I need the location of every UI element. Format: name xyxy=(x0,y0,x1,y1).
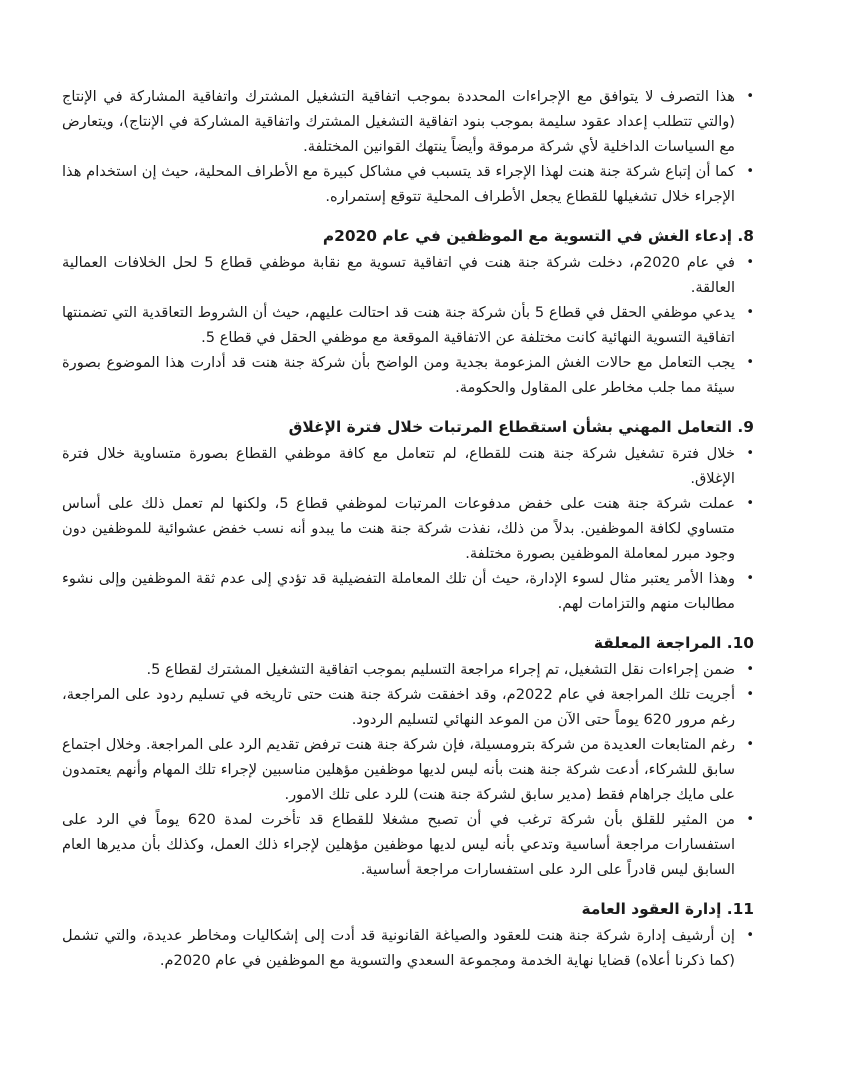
list-item-text: يجب التعامل مع حالات الغش المزعومة بجدية ومن الواضح بأن شركة جنة هنت قد أدارت هذا الموضوع بصورة سيئة مما جلب مخاطر على المقاول والحكومة. xyxy=(62,354,735,396)
list-item xyxy=(62,566,754,616)
bullet-icon: • xyxy=(746,496,754,511)
list-item-text: هذا التصرف لا يتوافق مع الإجراءات المحددة بموجب اتفاقية التشغيل المشترك واتفاقية المشاركة في الإنتاج (والتي تتطلب إعداد عقود سليمة بموجب بنود اتفاقية التشغيل المشترك واتفاقية المشاركة في الإنتاج)، ويتعارض مع السياسات الداخلية لأي شركة مرموقة وأيضاً ينتهك القوانين المختلفة. xyxy=(62,88,735,155)
list-item-text: عملت شركة جنة هنت على خفض مدفوعات المرتبات لموظفي قطاع 5، ولكنها لم تعمل ذلك على أساس متساوي لكافة الموظفين. بدلاً من ذلك، نفذت شركة جنة هنت ما يبدو أنه نسب خفض عشوائية للموظفين دون وجود مبرر لمعاملة الموظفين بصورة مختلفة. xyxy=(62,495,736,562)
bullet-icon: • xyxy=(746,89,754,104)
list-item xyxy=(62,350,754,400)
section-pending-audit xyxy=(62,631,754,882)
list-item xyxy=(62,732,754,807)
list-item-text: أجريت تلك المراجعة في عام 2022م، وقد اخفقت شركة جنة هنت حتى تاريخه في تسليم ردود على المراجعة، رغم مرور 620 يوماً حتى الآن من الموعد النهائي لتسليم الردود. xyxy=(62,686,736,728)
list-item xyxy=(62,84,754,159)
section-contracts-management xyxy=(62,897,754,973)
list-item xyxy=(62,250,754,300)
list-item-text: وهذا الأمر يعتبر مثال لسوء الإدارة، حيث أن تلك المعاملة التفضيلية قد تؤدي إلى عدم ثقة الموظفين وإلى نشوء مطالبات منهم والتزامات لهم. xyxy=(62,570,735,612)
bullet-icon: • xyxy=(746,446,754,461)
list-item-text: رغم المتابعات العديدة من شركة بترومسيلة، فإن شركة جنة هنت ترفض تقديم الرد على المراجعة. وخلال اجتماع سابق للشركاء، أدعت شركة جنة هنت بأنه ليس لديها موظفين مؤهلين مناسبين لإجراء تلك المهام وأنهم يعتمدون على مايك جراهام فقط (مدير سابق لشركة جنة هنت) للرد على تلك الامور. xyxy=(62,736,735,803)
list-item-text: يدعي موظفي الحقل في قطاع 5 بأن شركة جنة هنت قد احتالت عليهم، حيث أن الشروط التعاقدية التي تضمنتها اتفاقية التسوية النهائية كانت مختلفة عن الاتفاقية الموقعة مع موظفي الحقل في قطاع 5. xyxy=(62,304,736,346)
list-item-text: كما أن إتباع شركة جنة هنت لهذا الإجراء قد يتسبب في مشاكل كبيرة مع الأطراف المحلية، حيث إن استخدام هذا الإجراء خلال تشغيلها للقطاع يجعل الأطراف المحلية تتوقع إستمراره. xyxy=(62,163,735,205)
section-fraud-claim xyxy=(62,224,754,400)
bullet-icon: • xyxy=(746,737,754,752)
bullet-icon: • xyxy=(746,571,754,586)
section-heading: 9. التعامل المهني بشأن استقطاع المرتبات خلال فترة الإغلاق xyxy=(288,418,754,436)
bullet-icon: • xyxy=(746,687,754,702)
list-item xyxy=(62,491,754,566)
bullet-icon: • xyxy=(746,355,754,370)
list-item-text: خلال فترة تشغيل شركة جنة هنت للقطاع، لم تتعامل مع كافة موظفي القطاع بصورة متساوية خلال فترة الإغلاق. xyxy=(62,445,735,487)
bullet-icon: • xyxy=(746,164,754,179)
list-item xyxy=(62,682,754,732)
list-item-text: إن أرشيف إدارة شركة جنة هنت للعقود والصياغة القانونية قد أدت إلى إشكاليات ومخاطر عديدة، والتي تشمل (كما ذكرنا أعلاه) قضايا نهاية الخدمة ومجموعة السعدي والتسوية مع الموظفين في عام 2020م. xyxy=(62,927,735,969)
section-salary-deduction xyxy=(62,415,754,616)
bullet-icon: • xyxy=(746,812,754,827)
bullet-icon: • xyxy=(746,305,754,320)
bullet-icon: • xyxy=(746,255,754,270)
list-item xyxy=(62,159,754,209)
list-item xyxy=(62,807,754,882)
section-heading: 8. إدعاء الغش في التسوية مع الموظفين في عام 2020م xyxy=(322,227,754,245)
bullet-icon: • xyxy=(746,662,754,677)
list-item xyxy=(62,300,754,350)
list-item xyxy=(62,923,754,973)
list-item xyxy=(62,441,754,491)
list-item-text: من المثير للقلق بأن شركة ترغب في أن تصبح مشغلا للقطاع قد تأخرت لمدة 620 يوماً في الرد على استفسارات مراجعة أساسية وتدعي بأنه ليس لديها موظفين مؤهلين لإجراء ذلك العمل، وكذلك بأن مديرها العام السابق ليس قادراً على الرد على استفسارات مراجعة أساسية. xyxy=(62,811,735,878)
list-item-text: ضمن إجراءات نقل التشغيل، تم إجراء مراجعة التسليم بموجب اتفاقية التشغيل المشترك لقطاع 5. xyxy=(146,661,735,678)
section-heading: 11. إدارة العقود العامة xyxy=(581,900,754,918)
list-item-text: في عام 2020م، دخلت شركة جنة هنت في اتفاقية تسوية مع نقابة موظفي قطاع 5 لحل الخلافات العمالية العالقة. xyxy=(62,254,735,296)
bullet-icon: • xyxy=(746,928,754,943)
list-item xyxy=(62,657,754,682)
section-heading: 10. المراجعة المعلقة xyxy=(593,634,754,652)
document-content xyxy=(62,84,754,973)
